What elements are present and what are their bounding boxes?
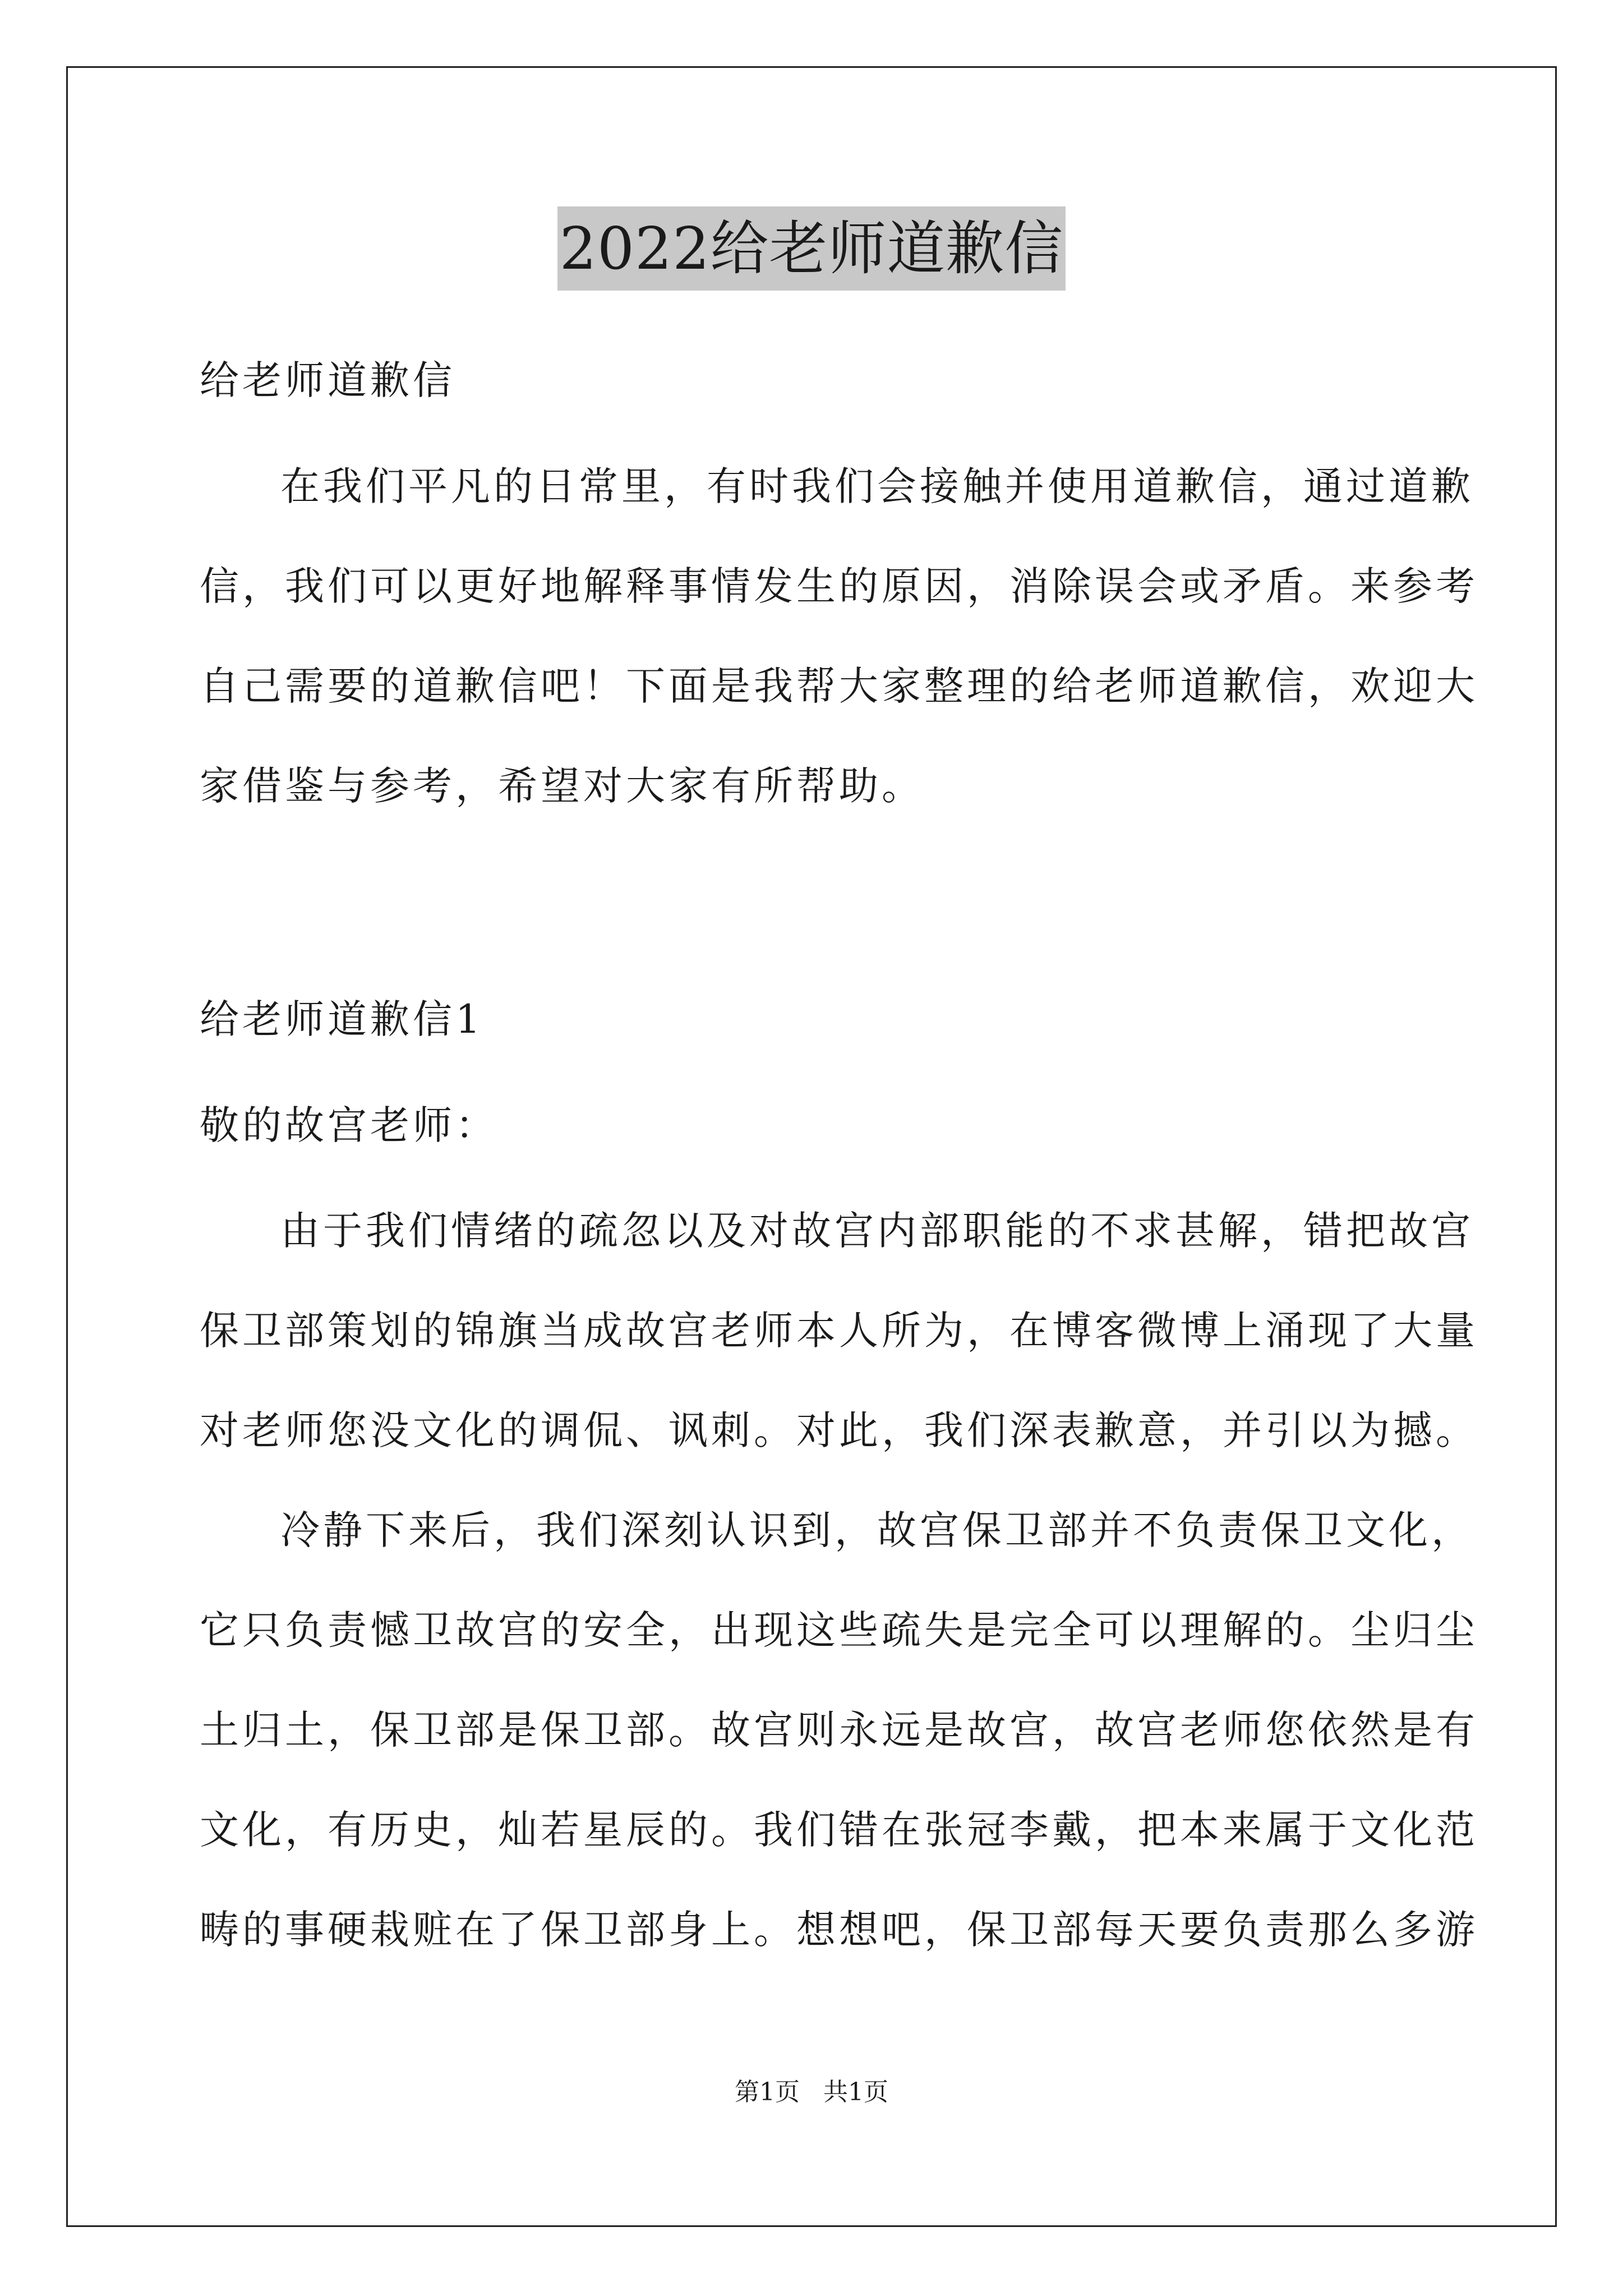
paragraph-line: 由于我们情绪的疏忽以及对故宫内部职能的不求甚解，错把故宫 <box>280 1208 1474 1254</box>
letter-heading: 给老师道歉信 <box>200 357 455 403</box>
title-container <box>0 206 1623 291</box>
paragraph-line: 对老师您没文化的调侃、讽刺。对此，我们深表歉意，并引以为撼。 <box>200 1407 1478 1453</box>
paragraph-line: 冷静下来后，我们深刻认识到，故宫保卫部并不负责保卫文化， <box>280 1507 1474 1553</box>
salutation: 敬的故宫老师： <box>200 1102 498 1148</box>
intro-line: 在我们平凡的日常里，有时我们会接触并使用道歉信，通过道歉 <box>280 463 1474 509</box>
intro-line: 家借鉴与参考，希望对大家有所帮助。 <box>200 763 924 809</box>
section-heading: 给老师道歉信1 <box>200 996 484 1042</box>
paragraph-line: 文化，有历史，灿若星辰的。我们错在张冠李戴，把本来属于文化范 <box>200 1807 1478 1853</box>
document-title: 2022给老师道歉信 <box>557 206 1066 291</box>
paragraph-line: 畴的事硬栽赃在了保卫部身上。想想吧，保卫部每天要负责那么多游 <box>200 1907 1478 1953</box>
paragraph-line: 土归土，保卫部是保卫部。故宫则永远是故宫，故宫老师您依然是有 <box>200 1707 1478 1753</box>
paragraph-line: 它只负责憾卫故宫的安全，出现这些疏失是完全可以理解的。尘归尘 <box>200 1607 1478 1653</box>
intro-line: 信，我们可以更好地解释事情发生的原因，消除误会或矛盾。来参考 <box>200 563 1478 609</box>
page-number-footer: 第1页 共1页 <box>735 2078 888 2106</box>
intro-line: 自己需要的道歉信吧！下面是我帮大家整理的给老师道歉信，欢迎大 <box>200 663 1478 709</box>
paragraph-line: 保卫部策划的锦旗当成故宫老师本人所为，在博客微博上涌现了大量 <box>200 1308 1478 1354</box>
